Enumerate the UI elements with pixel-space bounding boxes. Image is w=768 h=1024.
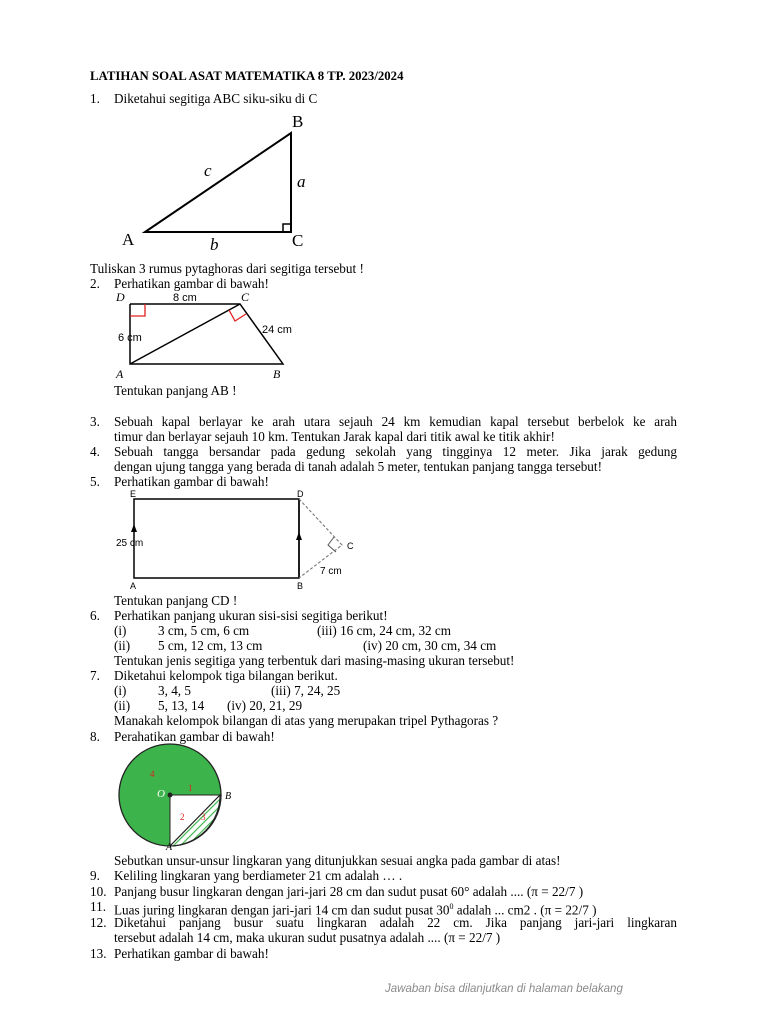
q8-label-3: 3 (201, 812, 206, 822)
page-title: LATIHAN SOAL ASAT MATEMATIKA 8 TP. 2023/2024 (90, 69, 404, 83)
q10-text: Panjang busur lingkaran dengan jari-jari 28 cm dan sudut pusat 60° adalah .... (π = 22/7 ) (114, 884, 584, 899)
q2-label-D: D (116, 290, 125, 304)
q1-label-c: c (204, 161, 212, 180)
q6-number: 6. (90, 608, 100, 623)
q6-iii: (iii) 16 cm, 24 cm, 32 cm (317, 623, 452, 638)
q7-i-label: (i) (114, 683, 127, 698)
q2-text: Perhatikan gambar di bawah! (114, 276, 269, 291)
q8-label-2: 2 (180, 812, 185, 822)
q6-ii-value: 5 cm, 12 cm, 13 cm (158, 638, 263, 653)
q5-label-bc: 7 cm (320, 566, 342, 577)
q8-label-1: 1 (188, 783, 193, 793)
q1-instruction: Tuliskan 3 rumus pytaghoras dari segitiga tersebut ! (90, 261, 364, 276)
footer-note: Jawaban bisa dilanjutkan di halaman belakang (385, 983, 623, 995)
q5-label-C: C (347, 541, 354, 551)
q8-label-B: B (225, 791, 232, 802)
q8-instruction: Sebutkan unsur-unsur lingkaran yang ditunjukkan sesuai angka pada gambar di atas! (114, 853, 561, 868)
q7-iv: (iv) 20, 21, 29 (227, 698, 303, 713)
q7-instruction: Manakah kelompok bilangan di atas yang merupakan tripel Pythagoras ? (114, 713, 499, 728)
q1-label-b: b (210, 235, 219, 254)
q13-number: 13. (90, 946, 107, 961)
q12-line2: tersebut adalah 14 cm, maka ukuran sudut pusatnya adalah .... (π = 22/7 ) (114, 930, 501, 945)
q1-label-C: C (292, 231, 304, 250)
q7-number: 7. (90, 668, 100, 683)
q6-i-value: 3 cm, 5 cm, 6 cm (158, 623, 250, 638)
q4-line2: dengan ujung tangga yang berada di tanah adalah 5 meter, tentukan panjang tangga tersebut! (114, 459, 602, 474)
q8-label-A: A (166, 842, 173, 853)
q11-number: 11. (90, 899, 106, 914)
q4-number: 4. (90, 444, 100, 459)
q7-ii-value: 5, 13, 14 (158, 698, 205, 713)
q5-label-B: B (297, 581, 304, 591)
q12-number: 12. (90, 915, 107, 930)
q1-number: 1. (90, 91, 100, 106)
q2-label-A: A (116, 367, 124, 381)
q7-ii-label: (ii) (114, 698, 131, 713)
q2-label-C: C (241, 290, 250, 304)
q7-text: Diketahui kelompok tiga bilangan berikut. (114, 668, 338, 683)
q2-number: 2. (90, 276, 100, 291)
q12-line1: Diketahui panjang busur suatu lingkaran adalah 22 cm. Jika panjang jari-jari lingkaran (114, 915, 677, 930)
q6-instruction: Tentukan jenis segitiga yang terbentuk dari masing-masing ukuran tersebut! (114, 653, 515, 668)
q7-iii: (iii) 7, 24, 25 (271, 683, 341, 698)
q8-number: 8. (90, 729, 100, 744)
q9-text: Keliling lingkaran yang berdiameter 21 cm adalah … . (114, 868, 403, 883)
q6-ii-label: (ii) (114, 638, 131, 653)
q1-text: Diketahui segitiga ABC siku-siku di C (114, 91, 318, 106)
q5-label-A: A (130, 581, 137, 591)
q10-number: 10. (90, 884, 107, 899)
q2-label-left: 6 cm (118, 332, 142, 344)
q3-line2: timur dan berlayar sejauh 10 km. Tentukan Jarak kapal dari titik awal ke titik akhir! (114, 429, 555, 444)
q5-label-left: 25 cm (116, 538, 144, 549)
q6-iv: (iv) 20 cm, 30 cm, 34 cm (363, 638, 497, 653)
q2-label-top: 8 cm (173, 292, 197, 304)
q2-instruction: Tentukan panjang AB ! (114, 383, 237, 398)
q5-text: Perhatikan gambar di bawah! (114, 474, 269, 489)
q8-label-4: 4 (150, 769, 155, 779)
q4-line1: Sebuah tangga bersandar pada gedung sekolah yang tingginya 12 meter. Jika jarak gedung (114, 444, 677, 459)
q2-label-B: B (273, 367, 281, 381)
q5-label-D: D (297, 489, 304, 499)
q6-text: Perhatikan panjang ukuran sisi-sisi segitiga berikut! (114, 608, 388, 623)
q8-text: Perahatikan gambar di bawah! (114, 729, 275, 744)
q6-i-label: (i) (114, 623, 127, 638)
q1-label-A: A (122, 230, 135, 249)
q2-label-right: 24 cm (262, 324, 292, 336)
q3-number: 3. (90, 414, 100, 429)
q7-i-value: 3, 4, 5 (158, 683, 191, 698)
q9-number: 9. (90, 868, 100, 883)
q1-label-B: B (292, 112, 304, 131)
q1-label-a: a (297, 172, 306, 191)
q5-number: 5. (90, 474, 100, 489)
q11-text: Luas juring lingkaran dengan jari-jari 14 cm dan sudut pusat $30^0$ adalah ... cm2 . (π = 22/7 ) (114, 902, 597, 918)
q8-label-O: O (157, 788, 165, 800)
q3-line1: Sebuah kapal berlayar ke arah utara sejauh 24 km kemudian kapal tersebut berbelok ke arah (114, 414, 677, 429)
q5-instruction: Tentukan panjang CD ! (114, 593, 238, 608)
q13-text: Perhatikan gambar di bawah! (114, 946, 269, 961)
q5-label-E: E (130, 489, 137, 499)
